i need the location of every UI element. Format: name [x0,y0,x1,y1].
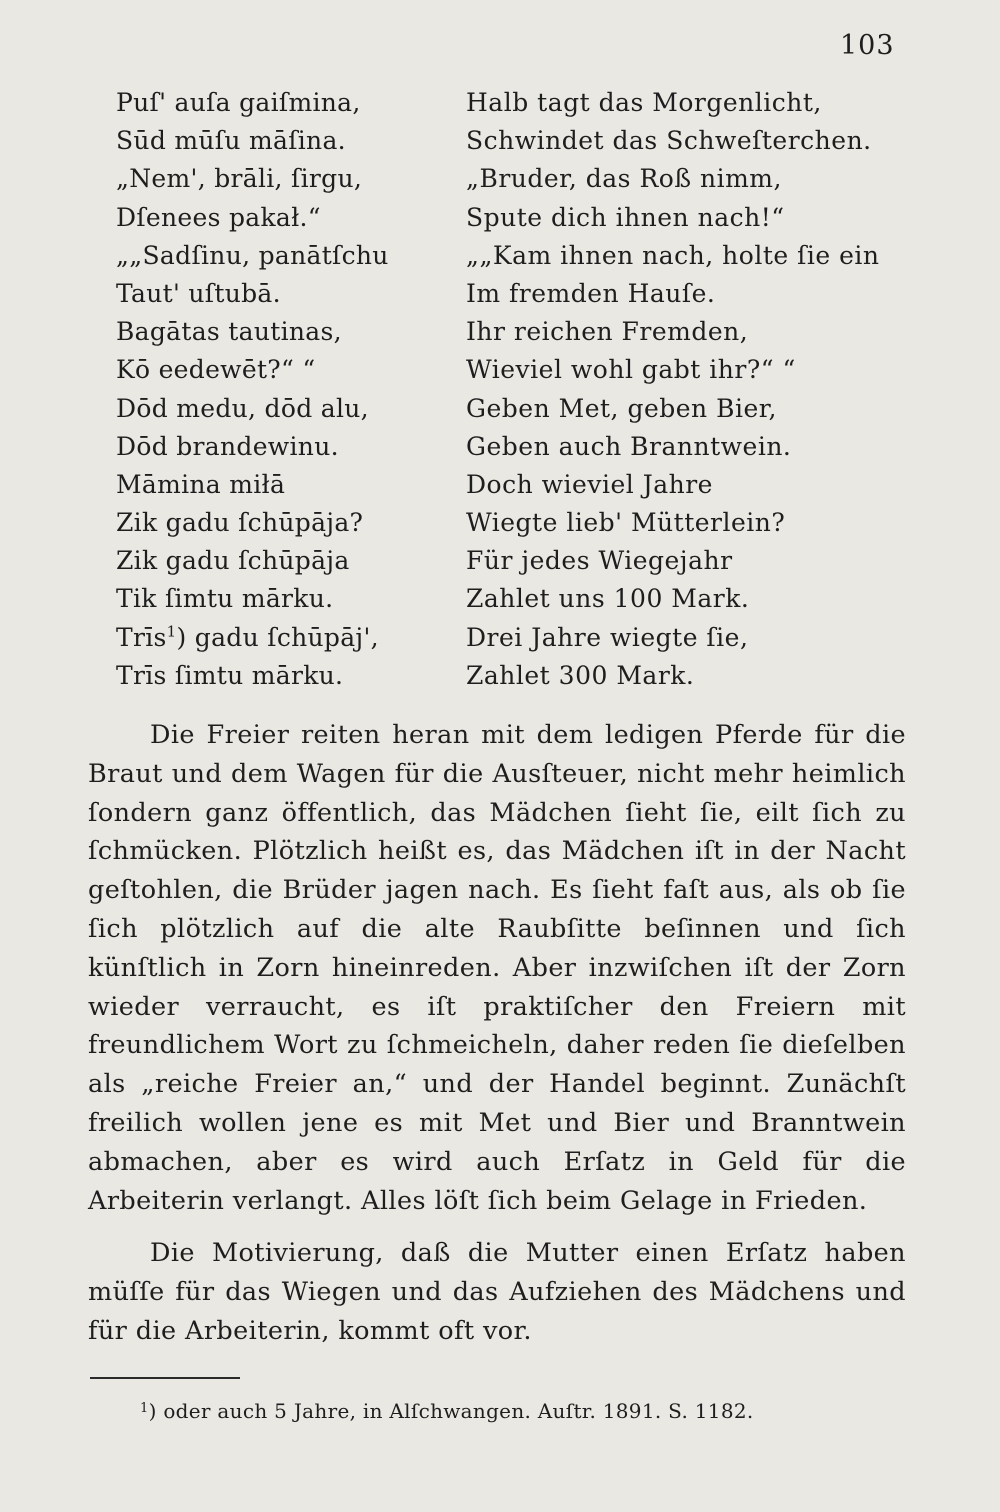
footnote-marker: 1 [140,1401,149,1416]
footnote-reference: 1 [166,622,177,641]
poem-line-german: „Bruder, das Roß nimm, [466,164,782,194]
poem-line-text: Trīs [116,622,167,652]
poem-line-german: Drei Jahre wiegte ſie, [466,622,749,652]
poem-line-german: Für jedes Wiegejahr [466,546,733,576]
poem-line [116,619,886,657]
poem-line [116,351,886,389]
poem-line-german: Doch wieviel Jahre [466,469,713,499]
poem-line [116,504,886,542]
poem-line-german: Geben Met, geben Bier, [466,393,777,423]
poem-line-latvian [116,619,466,657]
poem-line [116,542,886,580]
poem-line-latvian: Dōd brandewinu. [116,431,339,461]
poem-line-german: Schwindet das Schweſterchen. [466,126,872,156]
poem-line [116,275,886,313]
poem-line-latvian: Bagātas tautinas, [116,317,342,347]
poem-line-german: Spute dich ihnen nach!“ [466,202,785,232]
poem-line-latvian: Kō eedewēt?“ “ [116,355,316,385]
footnote-divider [90,1377,240,1379]
poem-line-latvian: Dſenees pakał.“ [116,202,321,232]
poem-line-german: Geben auch Branntwein. [466,431,792,461]
poem-line-german: „„Kam ihnen nach, holte ſie ein [466,240,880,270]
poem-line-text: ) gadu ſchūpāj', [176,622,379,652]
poem-line-latvian: Zik gadu ſchūpāja [116,546,350,576]
poem-line [116,428,886,466]
poem-line-latvian: Sūd mūſu māſina. [116,126,346,156]
poem-line [116,160,886,198]
poem-line [116,237,886,275]
poem-line-latvian: „„Sadſinu, panātſchu [116,240,389,270]
body-paragraph: Die Motivierung, daß die Mutter einen Erſatz haben müſſe für das Wiegen und das Aufziehen des Mädchens und für die Arbeiterin, kommt oft vor. [88,1238,906,1346]
poem-line [116,390,886,428]
poem-line-latvian: Trīs ſimtu mārku. [116,660,344,690]
poem-line [116,122,886,160]
body-paragraph: Die Freier reiten heran mit dem ledigen Pferde für die Braut und dem Wagen für die Ausſteuer, nicht mehr heimlich ſondern ganz öffentlich, das Mädchen ſieht ſie, eilt ſich zu ſchmücken. Plötzlich heißt es, das Mädchen iſt in der Nacht geſtohlen, die Brüder jagen nach. Es ſieht faſt aus, als ob ſie ſich plötzlich auf die alte Raubſitte beſinnen und ſich künſtlich in Zorn hineinreden. Aber inzwiſchen iſt der Zorn wieder verraucht, es iſt praktiſcher den Freiern mit freundlichem Wort zu ſchmeicheln, daher reden ſie dieſelben als „reiche Freier an,“ und der Handel beginnt. Zunächſt freilich wollen jene es mit Met und Bier und Branntwein abmachen, aber es wird auch Erſatz in Geld für die Arbeiterin verlangt. Alles löſt ſich beim Gelage in Frieden. [88,720,906,1216]
footnote-text: ) oder auch 5 Jahre, in Alſchwangen. Auſtr. 1891. S. 1182. [148,1399,754,1423]
poem-line [116,466,886,504]
poem-line-german: Wiegte lieb' Mütterlein? [466,508,786,538]
poem-line [116,313,886,351]
poem-line-german: Im fremden Hauſe. [466,278,716,308]
poem-line [116,84,886,122]
poem-line [116,657,886,695]
footnote [140,1396,754,1424]
poem-line [116,199,886,237]
poem [116,84,886,695]
poem-line-latvian: Tik ſimtu mārku. [116,584,334,614]
poem-line-german: Wieviel wohl gabt ihr?“ “ [466,355,796,385]
poem-line-latvian: Puſ' auſa gaiſmina, [116,88,361,117]
poem-line-latvian: „Nem', brāli, ſirgu, [116,164,363,194]
poem-line-german: Zahlet 300 Mark. [466,660,695,690]
poem-line-german: Zahlet uns 100 Mark. [466,584,750,614]
poem-line [116,580,886,618]
page-number: 103 [840,30,895,61]
poem-line-latvian: Dōd medu, dōd alu, [116,393,369,423]
poem-line-latvian: Taut' uſtubā. [116,278,281,308]
poem-line-german: Halb tagt das Morgenlicht, [466,88,822,117]
poem-line-latvian: Māmina miłā [116,469,286,499]
poem-line-latvian: Zik gadu ſchūpāja? [116,508,364,538]
poem-line-german: Ihr reichen Fremden, [466,317,749,347]
